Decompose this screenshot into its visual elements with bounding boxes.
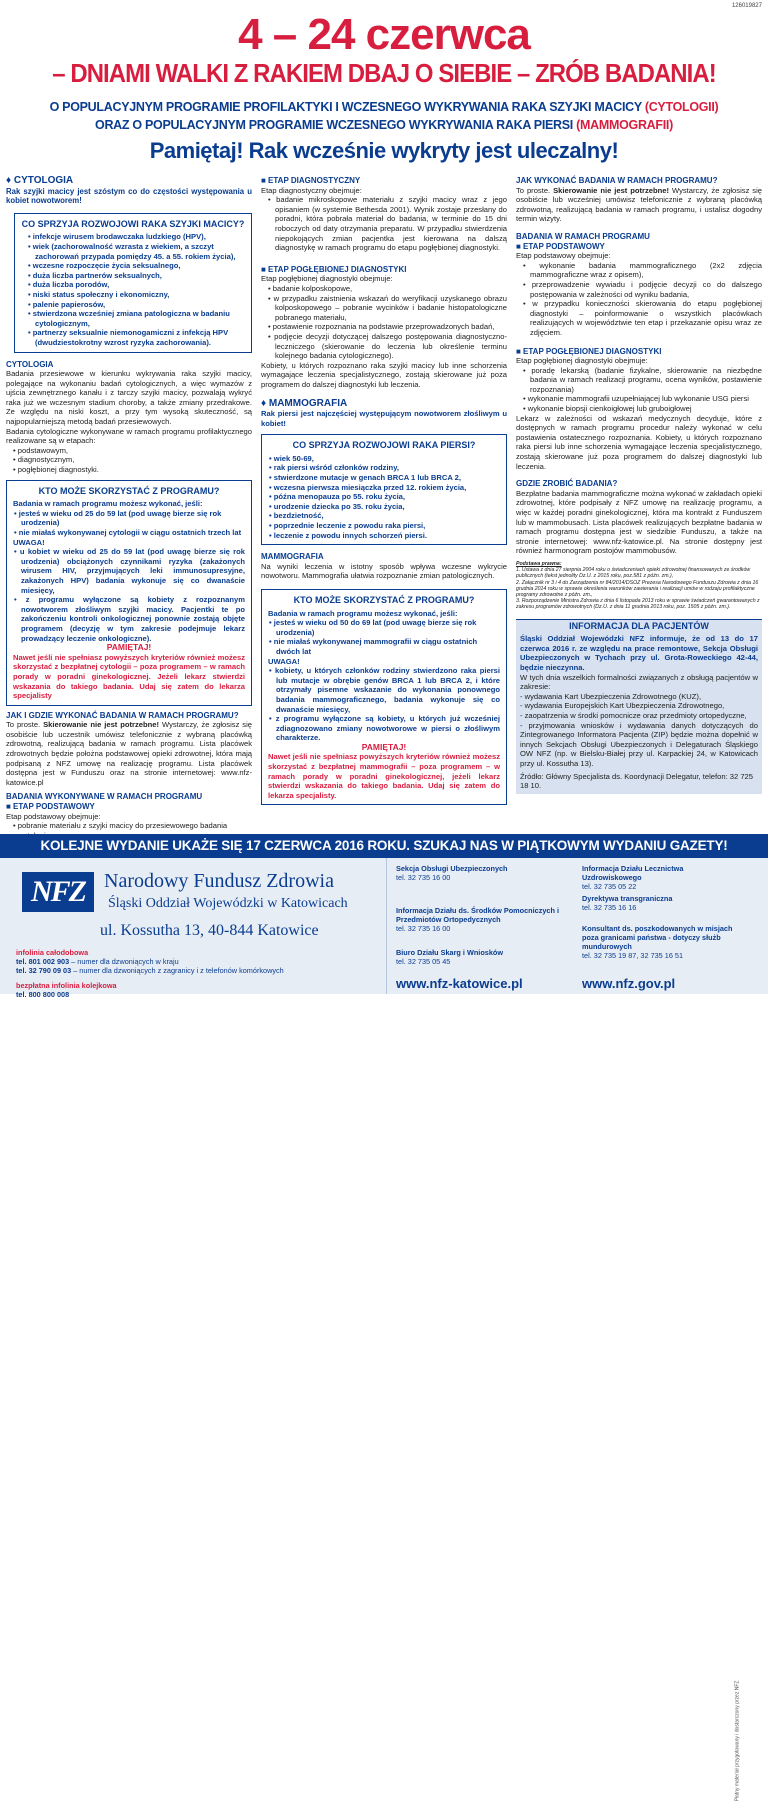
headline-subtitle: – DNIAMI WALKI Z RAKIEM DBAJ O SIEBIE – ZRÓB BADANIA!: [52, 58, 716, 88]
basic-stage-text: Etap podstawowy obejmuje:: [6, 811, 101, 821]
list-item: • niski status społeczny i ekonomiczny,: [27, 290, 245, 300]
eligibility-intro: Badania w ramach programu możesz wykonać, jeśli:: [13, 499, 203, 509]
warning-label: UWAGA!: [268, 656, 300, 666]
program-line-2-red: (MAMMOGRAFII): [576, 118, 673, 132]
footer: [0, 858, 768, 1801]
how-body: Wystarczy, że zgłosisz się osobiście lub wcześniej umówisz telefonicznie z wybraną placówką zdrowotną, realizującą badania w ramach programu, i ustalisz dogodny termin wizyty.: [516, 185, 762, 224]
cytology-stages-intro: Badania cytologiczne wykonywane w ramach programu profilaktycznego realizowane są w etapach:: [6, 426, 252, 446]
how-pre: To proste.: [6, 720, 44, 730]
cytology-eligibility-title: KTO MOŻE SKORZYSTAĆ Z PROGRAMU?: [38, 485, 220, 496]
column-cytology: [6, 176, 252, 840]
list-item: • stwierdzona wcześniej zmiana patologiczna w badaniu cytologicznym,: [27, 309, 245, 328]
list-item: • wczesne rozpoczęcie życia seksualnego,: [27, 261, 245, 271]
contact-title: Konsultant ds. poszkodowanych w misjach poza granicami państwa - dotyczy służb mundurowych: [582, 924, 733, 951]
list-item: • pogłębionej diagnostyki.: [12, 465, 252, 475]
contact-title: Biuro Działu Skarg i Wniosków: [396, 948, 504, 957]
org-branch: Śląski Oddział Wojewódzki w Katowicach: [108, 896, 348, 911]
legal-heading: Podstawa prawna:: [516, 560, 562, 567]
remember-text: Nawet jeśli nie spełniasz powyższych kryteriów również możesz skorzystać z bezpłatnej cytologii – poza programem – w ramach porady w poradni ginekologicznej. Jeżeli lekarz stwierdzi wskazania do takiego badania. Udaj się zatem do lekarza specjalisty: [13, 652, 245, 701]
list-item: - wydawania Kart Ubezpieczenia Zdrowotnego (KUZ),: [520, 691, 702, 701]
contact-tel[interactable]: tel. 32 735 16 00: [396, 924, 451, 933]
list-item: • urodzenie dziecka po 35. roku życia,: [268, 502, 500, 512]
contact-tel[interactable]: tel. 32 735 05 22: [582, 882, 637, 891]
program-line-1: [0, 100, 768, 114]
warning-label: UWAGA!: [13, 537, 45, 547]
list-item: • duża liczba porodów,: [27, 280, 245, 290]
list-item: • poprzednie leczenie z powodu raka piersi,: [268, 521, 500, 531]
patient-info-source: Źródło: Główny Specjalista ds. Koordynacji Delegatur, telefon: 32 725 18 10.: [520, 771, 754, 791]
contact-title: Sekcja Obsługi Ubezpieczonych: [396, 864, 508, 873]
contact-tel[interactable]: tel. 32 735 16 16: [582, 903, 637, 912]
contact-tel[interactable]: tel. 32 735 16 00: [396, 873, 451, 882]
how-bold: Skierowanie nie jest potrzebne!: [43, 720, 160, 730]
how-text: [516, 186, 762, 224]
list-item: • z programu wyłączone są kobiety z rozpoznanym nowotworem złośliwym szyjki macicy. Pacjentki te po zakończeniu kontroli onkologicznej ponownie zostają objęte programem (decyzję w tym zakresie podejmuje lekarz prowadzący leczenie onkologiczne).: [13, 595, 245, 643]
hotline-tel-2[interactable]: tel. 32 790 09 03: [16, 966, 72, 975]
cytology-intro: Rak szyjki macicy jest szóstym co do częstości występowania u kobiet nowotworem!: [6, 186, 252, 206]
hotline-tel-1-note: – numer dla dzwoniących w kraju: [69, 957, 179, 966]
document-code: 126019827: [731, 3, 762, 9]
list-item: • leczenie z powodu innych schorzeń piersi.: [268, 531, 500, 541]
slogan: Pamiętaj! Rak wcześnie wykryty jest uleczalny!: [149, 138, 619, 163]
basic-stage-list: [516, 261, 762, 338]
list-item: • pobranie materiału z szyjki macicy do przesiewowego badania: [12, 821, 252, 840]
mammography-risk-list: [268, 454, 500, 540]
patient-info-title: INFORMACJA DLA PACJENTÓW: [569, 620, 709, 631]
how-heading: JAK I GDZIE WYKONAĆ BADANIA W RAMACH PROGRAMU?: [6, 710, 239, 720]
remember-text: Nawet jeśli nie spełniasz powyższych kryteriów również możesz skorzystać z bezpłatnej mammografii – poza programem – w ramach porady w poradni ginekologicznej, jeżeli lekarz stwierdzi wskazania do takiego badania. Udaj się zatem do lekarza specjalisty.: [268, 752, 500, 800]
list-item: • wiek 50-69,: [268, 454, 500, 464]
list-item: • w przypadku zaistnienia wskazań do weryfikacji uzyskanego obrazu kolposkopowego – pobranie wycinków i badanie histopatologiczne pobranego materiału,: [267, 294, 507, 323]
how-heading: JAK WYKONAĆ BADANIA W RAMACH PROGRAMU?: [516, 176, 718, 185]
patient-info-text: W tych dnia wszelkich formalności związanych z obsługą pacjentów w zakresie:: [520, 672, 758, 692]
how-pre: To proste.: [516, 185, 554, 195]
contacts-column-2: [582, 864, 742, 991]
nfz-logo: NFZ: [22, 872, 94, 912]
list-item: • infekcje wirusem brodawczaka ludzkiego (HPV),: [27, 232, 245, 242]
mammography-subheading: MAMMOGRAFIA: [261, 552, 324, 562]
contact-title: Dyrektywa transgraniczna: [582, 894, 673, 903]
list-item: • podjęcie decyzji dotyczącej dalszego postępowania diagnostyczno-leczniczego (skierowanie do leczenia lub określenie terminu kolejnego badania cytologicznego).: [267, 332, 507, 361]
eligibility-list: [268, 618, 500, 656]
list-item: • badanie mikroskopowe materiału z szyjki macicy wraz z jego opisaniem (w systemie Bethesda 2001). Wynik zostaje przesłany do poradni, która pobrała materiał do badania, w terminie do 15 dni roboczych od daty otrzymania preparatu. W przypadku stwierdzenia niepokojących zmian pacjentka jest kierowana na dalszą diagnostykę w ramach programu do etapu pogłębionej diagnostyki.: [267, 195, 507, 253]
list-item: • jesteś w wieku od 50 do 69 lat (pod uwagę bierze się rok urodzenia): [268, 618, 500, 637]
tests-heading: BADANIA W RAMACH PROGRAMU: [516, 231, 650, 241]
basic-stage-text: Etap podstawowy obejmuje:: [516, 251, 611, 261]
contact-tel[interactable]: tel. 32 735 05 45: [396, 957, 451, 966]
org-address: ul. Kossutha 13, 40-844 Katowice: [100, 922, 319, 939]
warning-list: [268, 666, 500, 743]
where-text: Bezpłatne badania mammograficzne można wykonać w zakładach opieki zdrowotnej, które podpisały z NFZ umowę na realizację programu, a więc w każdej poradni ginekologicznej, która ma kontrakt z Funduszem lub w mammobusach. Lista placówek realizujących bezpłatne badania w ramach programu dostępna jest w siedzibie Funduszu, a także na stronie internetowej: www.nfz-katowice.pl. Na stronie dostępny jest również harmonogram postojów mammobusów.: [516, 488, 762, 556]
eligibility-intro: Badania w ramach programu możesz wykonać, jeśli:: [268, 608, 458, 618]
advanced-stage-list: [261, 284, 507, 361]
list-item: - przyjmowania wniosków i wydawania danych dotyczących do Zintegrowanego Informatora Pacjenta (ZIP) będzie można dopełnić w innych Sekcjach Obsługi Ubezpieczonych i Delegaturach Śląskiego OW NFZ (np. w Bielsku-Białej przy ul. Karpackiej 24, w Katowicach przy ul. Kossutha 13).: [520, 720, 758, 768]
list-item: • wykonanie badania mammograficznego (2x2 zdjęcia mammograficzne wraz z opisem),: [522, 261, 762, 280]
list-item: • palenie papierosów,: [27, 300, 245, 310]
legal-item: 1. Ustawa z dnia 27 sierpnia 2004 roku o świadczeniach opieki zdrowotnej finansowanych ze środków publicznych (tekst jednolity Dz.U. z 2015 roku, poz.581 z późn. zm.),: [516, 567, 751, 580]
column-mammography-program: [516, 176, 762, 794]
mammography-heading: ♦ MAMMOGRAFIA: [261, 398, 348, 410]
how-bold: Skierowanie nie jest potrzebne!: [553, 185, 670, 195]
basic-stage-heading: ■ ETAP PODSTAWOWY: [516, 241, 605, 251]
list-item: • stwierdzone mutacje w genach BRCA 1 lub BRCA 2,: [268, 473, 500, 483]
list-item: • w przypadku konieczności skierowania do etapu pogłębionej diagnostyki – poinformowanie o wszystkich placówkach realizujących w województwie ten etap i przekazanie opisu wraz ze zdjęciem.: [522, 299, 762, 337]
list-item: • wiek (zachorowalność wzrasta z wiekiem, a szczyt zachorowań przypada pomiędzy 45. a 55. rokiem życia),: [27, 242, 245, 261]
list-item: • diagnostycznym,: [12, 455, 252, 465]
list-item: • kobiety, u których członków rodziny stwierdzono raka piersi lub mutacje w obrębie genów BRCA 1 lub BRCA 2, i które otrzymały pisemne wskazanie do wykonania ponownego badania mammograficznego, badania wykonuje się co dwanaście miesięcy,: [268, 666, 500, 714]
how-text: [6, 720, 252, 787]
mammography-risk-title: CO SPRZYJA ROZWOJOWI RAKA PIERSI?: [292, 440, 476, 451]
headline-dates: 4 – 24 czerwca: [238, 10, 530, 59]
cytology-stages-list: [6, 446, 252, 475]
program-line-2-text: ORAZ O POPULACYJNYM PROGRAMIE WCZESNEGO WYKRYWANIA RAKA PIERSI: [95, 118, 573, 132]
list-item: • wykonanie biopsji cienkoigłowej lub gruboigłowej: [522, 404, 762, 414]
list-item: • rak piersi wśród członków rodziny,: [268, 463, 500, 473]
contact-title: Informacja Działu ds. Środków Pomocniczych i Przedmiotów Ortopedycznych: [396, 906, 560, 924]
program-line-1-red: (CYTOLOGII): [644, 100, 719, 114]
tests-heading: BADANIA WYKONYWANE W RAMACH PROGRAMU: [6, 792, 203, 802]
how-body: Wystarczy, że zgłosisz się osobiście lub uczestnik umówisz telefonicznie z wybraną placówką zdrowotną, realizującą badania w ramach programu. Lista placówek zdrowotnych będzie położna podstawowej opieki zdrowotnej, która mają podpisaną z NFZ umowę na realizację programu. Lista placówek dostępna jest w Funduszu oraz na stronie internetowej: www.nfz-katowice.pl: [6, 720, 252, 787]
list-item: • wczesna pierwsza miesiączka przed 12. rokiem życia,: [268, 483, 500, 493]
list-item: • przeprowadzenie wywiadu i podjęcie decyzji co do dalszego postępowania w zależności od wyniku badania,: [522, 280, 762, 299]
website-link-regional[interactable]: www.nfz-katowice.pl: [396, 976, 523, 991]
queue-hotline-tel[interactable]: tel. 800 800 008: [16, 990, 70, 999]
contact-tel[interactable]: tel. 32 735 19 87, 32 735 16 51: [582, 951, 684, 960]
diag-stage-list: [261, 195, 507, 253]
legal-item: 3. Rozporządzenie Ministra Zdrowia z dnia 6 listopada 2013 roku w sprawie świadczeń gwarantowanych z zakresu programów zdrowotnych (Dz.U. z dnia 11 grudnia 2013 roku, poz. 1505 z późn. zm.).: [516, 598, 760, 611]
diag-stage-heading: ■ ETAP DIAGNOSTYCZNY: [261, 176, 361, 185]
diag-stage-text: Etap diagnostyczny obejmuje:: [261, 185, 362, 195]
advanced-stage-after: Kobiety, u których rozpoznano raka szyjki macicy lub inne schorzenia wymagające leczenia specjalistycznego, zostają skierowane już poza programem do dalszej diagnostyki lub leczenia.: [261, 360, 507, 389]
list-item: • duża liczba partnerów seksualnych,: [27, 271, 245, 281]
program-line-2: [0, 118, 768, 132]
list-item: • badanie kolposkopowe,: [267, 284, 507, 294]
legal-basis: [516, 561, 762, 611]
patient-info-panel: [516, 619, 762, 794]
cytology-risk-box: [14, 213, 252, 353]
list-item: - wydawania Europejskich Kart Ubezpieczenia Zdrowotnego,: [520, 701, 725, 711]
list-item: • bezdzietność,: [268, 511, 500, 521]
cytology-risk-title: CO SPRZYJA ROZWOJOWI RAKA SZYJKI MACICY?: [21, 218, 245, 229]
program-line-1-text: O POPULACYJNYM PROGRAMIE PROFILAKTYKI I WCZESNEGO WYKRYWANIA RAKA SZYJKI MACICY: [49, 100, 642, 114]
advanced-stage-after: Lekarz w zależności od wskazań medycznych decyduje, które z dostępnych w ramach programu procedur należy wykonać w celu postawienia ostatecznego rozpoznania. Kobiety, u których rozpoznano raka piersi lub inne schorzenia wymagające leczenia specjalistycznego, zostają skierowane już poza programem do dalszej diagnostyki lub leczenia.: [516, 413, 762, 471]
column-mammography: [261, 176, 507, 805]
list-item: - zaopatrzenia w środki pomocnicze oraz przedmioty ortopedyczne,: [520, 710, 747, 720]
where-heading: GDZIE ZROBIĆ BADANIA?: [516, 479, 618, 489]
mammography-eligibility-box: [261, 589, 507, 805]
mammography-risk-box: [261, 434, 507, 545]
website-link-national[interactable]: www.nfz.gov.pl: [582, 976, 676, 991]
list-item: • podstawowym,: [12, 446, 252, 456]
basic-stage-heading: ■ ETAP PODSTAWOWY: [6, 802, 95, 812]
patient-info-notice: Śląski Oddział Wojewódzki NFZ informuje, że od 13 do 17 czerwca 2016 r. ze względu na prace remontowe, Sekcja Obsługi Ubezpieczonych w Tychach przy ul. Grota-Roweckiego 42-44, będzie nieczynna.: [520, 634, 758, 672]
hotline-tel-1[interactable]: tel. 801 002 903: [16, 957, 70, 966]
advanced-stage-text: Etap pogłębionej diagnostyki obejmuje:: [261, 274, 393, 284]
advanced-stage-heading: ■ ETAP POGŁĘBIONEJ DIAGNOSTYKI: [516, 346, 662, 356]
list-item: • wykonanie mammografii uzupełniającej lub wykonanie USG piersi: [522, 394, 762, 404]
warning-list: [13, 547, 245, 643]
remember-label: PAMIĘTAJ!: [361, 741, 407, 752]
hotlines: [16, 948, 376, 999]
divider: [386, 858, 387, 994]
remember-label: PAMIĘTAJ!: [106, 642, 152, 653]
list-item: • partnerzy seksualnie niemonogamiczni z infekcją HPV (dwudziestokrotny wzrost ryzyka zachorowania).: [27, 328, 245, 347]
contact-title: Informacja Działu Lecznictwa Uzdrowiskowego: [582, 864, 684, 882]
mammography-eligibility-title: KTO MOŻE SKORZYSTAĆ Z PROGRAMU?: [293, 594, 475, 605]
list-item: • nie miałaś wykonywanej cytologii w ciągu ostatnich trzech lat: [13, 528, 245, 538]
list-item: • postawienie rozpoznania na podstawie przeprowadzonych badań,: [267, 322, 507, 332]
list-item: • jesteś w wieku od 25 do 59 lat (pod uwagę bierze się rok urodzenia): [13, 509, 245, 528]
paid-material-note: Płatny materiał przygotowany i dostarczony przez NFZ: [734, 1680, 741, 1801]
org-name: Narodowy Fundusz Zdrowia: [104, 870, 334, 892]
mammography-intro: Rak piersi jest najczęściej występującym nowotworem złośliwym u kobiet!: [261, 409, 507, 428]
cytology-eligibility-box: [6, 480, 252, 706]
legal-item: 2. Załącznik nr 3 i 4 do Zarządzenia nr 84/2014/DSOZ Prezesa Narodowego Funduszu Zdrowia z dnia 16 grudnia 2014 roku w sprawie określenia warunków zawierania i realizacji umów w rodzaju profilaktyczne programy zdrowotne z późn. zm.,: [516, 579, 759, 598]
queue-hotline-label: bezpłatna infolinia kolejkowa: [16, 981, 117, 990]
eligibility-list: [13, 509, 245, 538]
mammography-description: Na wyniki leczenia w istotny sposób wpływa wczesne wykrycie nowotworu. Mammografia ułatwia rozpoznanie zmian patologicznych.: [261, 561, 507, 581]
list-item: • u kobiet w wieku od 25 do 59 lat (pod uwagę bierze się rok urodzenia) obciążonych czynnikami ryzyka (zakażonych wirusem HIV, przyjmujących leki immunosupresyjne, zakażonych HPV) badania wykonuje się co dwanaście miesięcy,: [13, 547, 245, 595]
advanced-stage-heading: ■ ETAP POGŁĘBIONEJ DIAGNOSTYKI: [261, 264, 407, 274]
hotline-tel-2-note: – numer dla dzwoniących z zagranicy i z telefonów komórkowych: [71, 966, 284, 975]
list-item: • późna menopauza po 55. roku życia,: [268, 492, 500, 502]
list-item: • z programu wyłączone są kobiety, u których już wcześniej zdiagnozowano zmiany nowotworowe w piersi o złośliwym charakterze.: [268, 714, 500, 743]
cytology-risk-list: [21, 232, 245, 347]
next-issue-banner: KOLEJNE WYDANIE UKAŻE SIĘ 17 CZERWCA 2016 ROKU. SZUKAJ NAS W PIĄTKOWYM WYDANIU GAZETY!: [0, 834, 768, 858]
advanced-stage-list: [516, 366, 762, 414]
contacts-column-1: [396, 864, 566, 991]
cytology-subheading: CYTOLOGIA: [6, 359, 54, 369]
cytology-description: Badania przesiewowe w kierunku wykrywania raka szyjki macicy, polegające na wykonaniu badań cytologicznych, a więc wymazów z ujścia zewnętrznego kanału i z tarczy szyjki macicy, pozwalają wykryć raka już we wczesnym stadium choroby, a także zmiany przedrakowe. Ze względu na niski koszt, a przy tym wysoką skuteczność, są najpopularniejszą metodą badań przesiewowych.: [6, 369, 252, 427]
list-item: • nie miałaś wykonywanej mammografii w ciągu ostatnich dwóch lat: [268, 637, 500, 656]
list-item: • poradę lekarską (badanie fizykalne, skierowanie na niezbędne badania w ramach realizacji programu, ocena wyników, postawienie rozpoznania): [522, 366, 762, 395]
hotline-label: infolinia całodobowa: [16, 948, 89, 957]
cytology-heading: ♦ CYTOLOGIA: [6, 175, 74, 186]
advanced-stage-text: Etap pogłębionej diagnostyki obejmuje:: [516, 356, 648, 366]
